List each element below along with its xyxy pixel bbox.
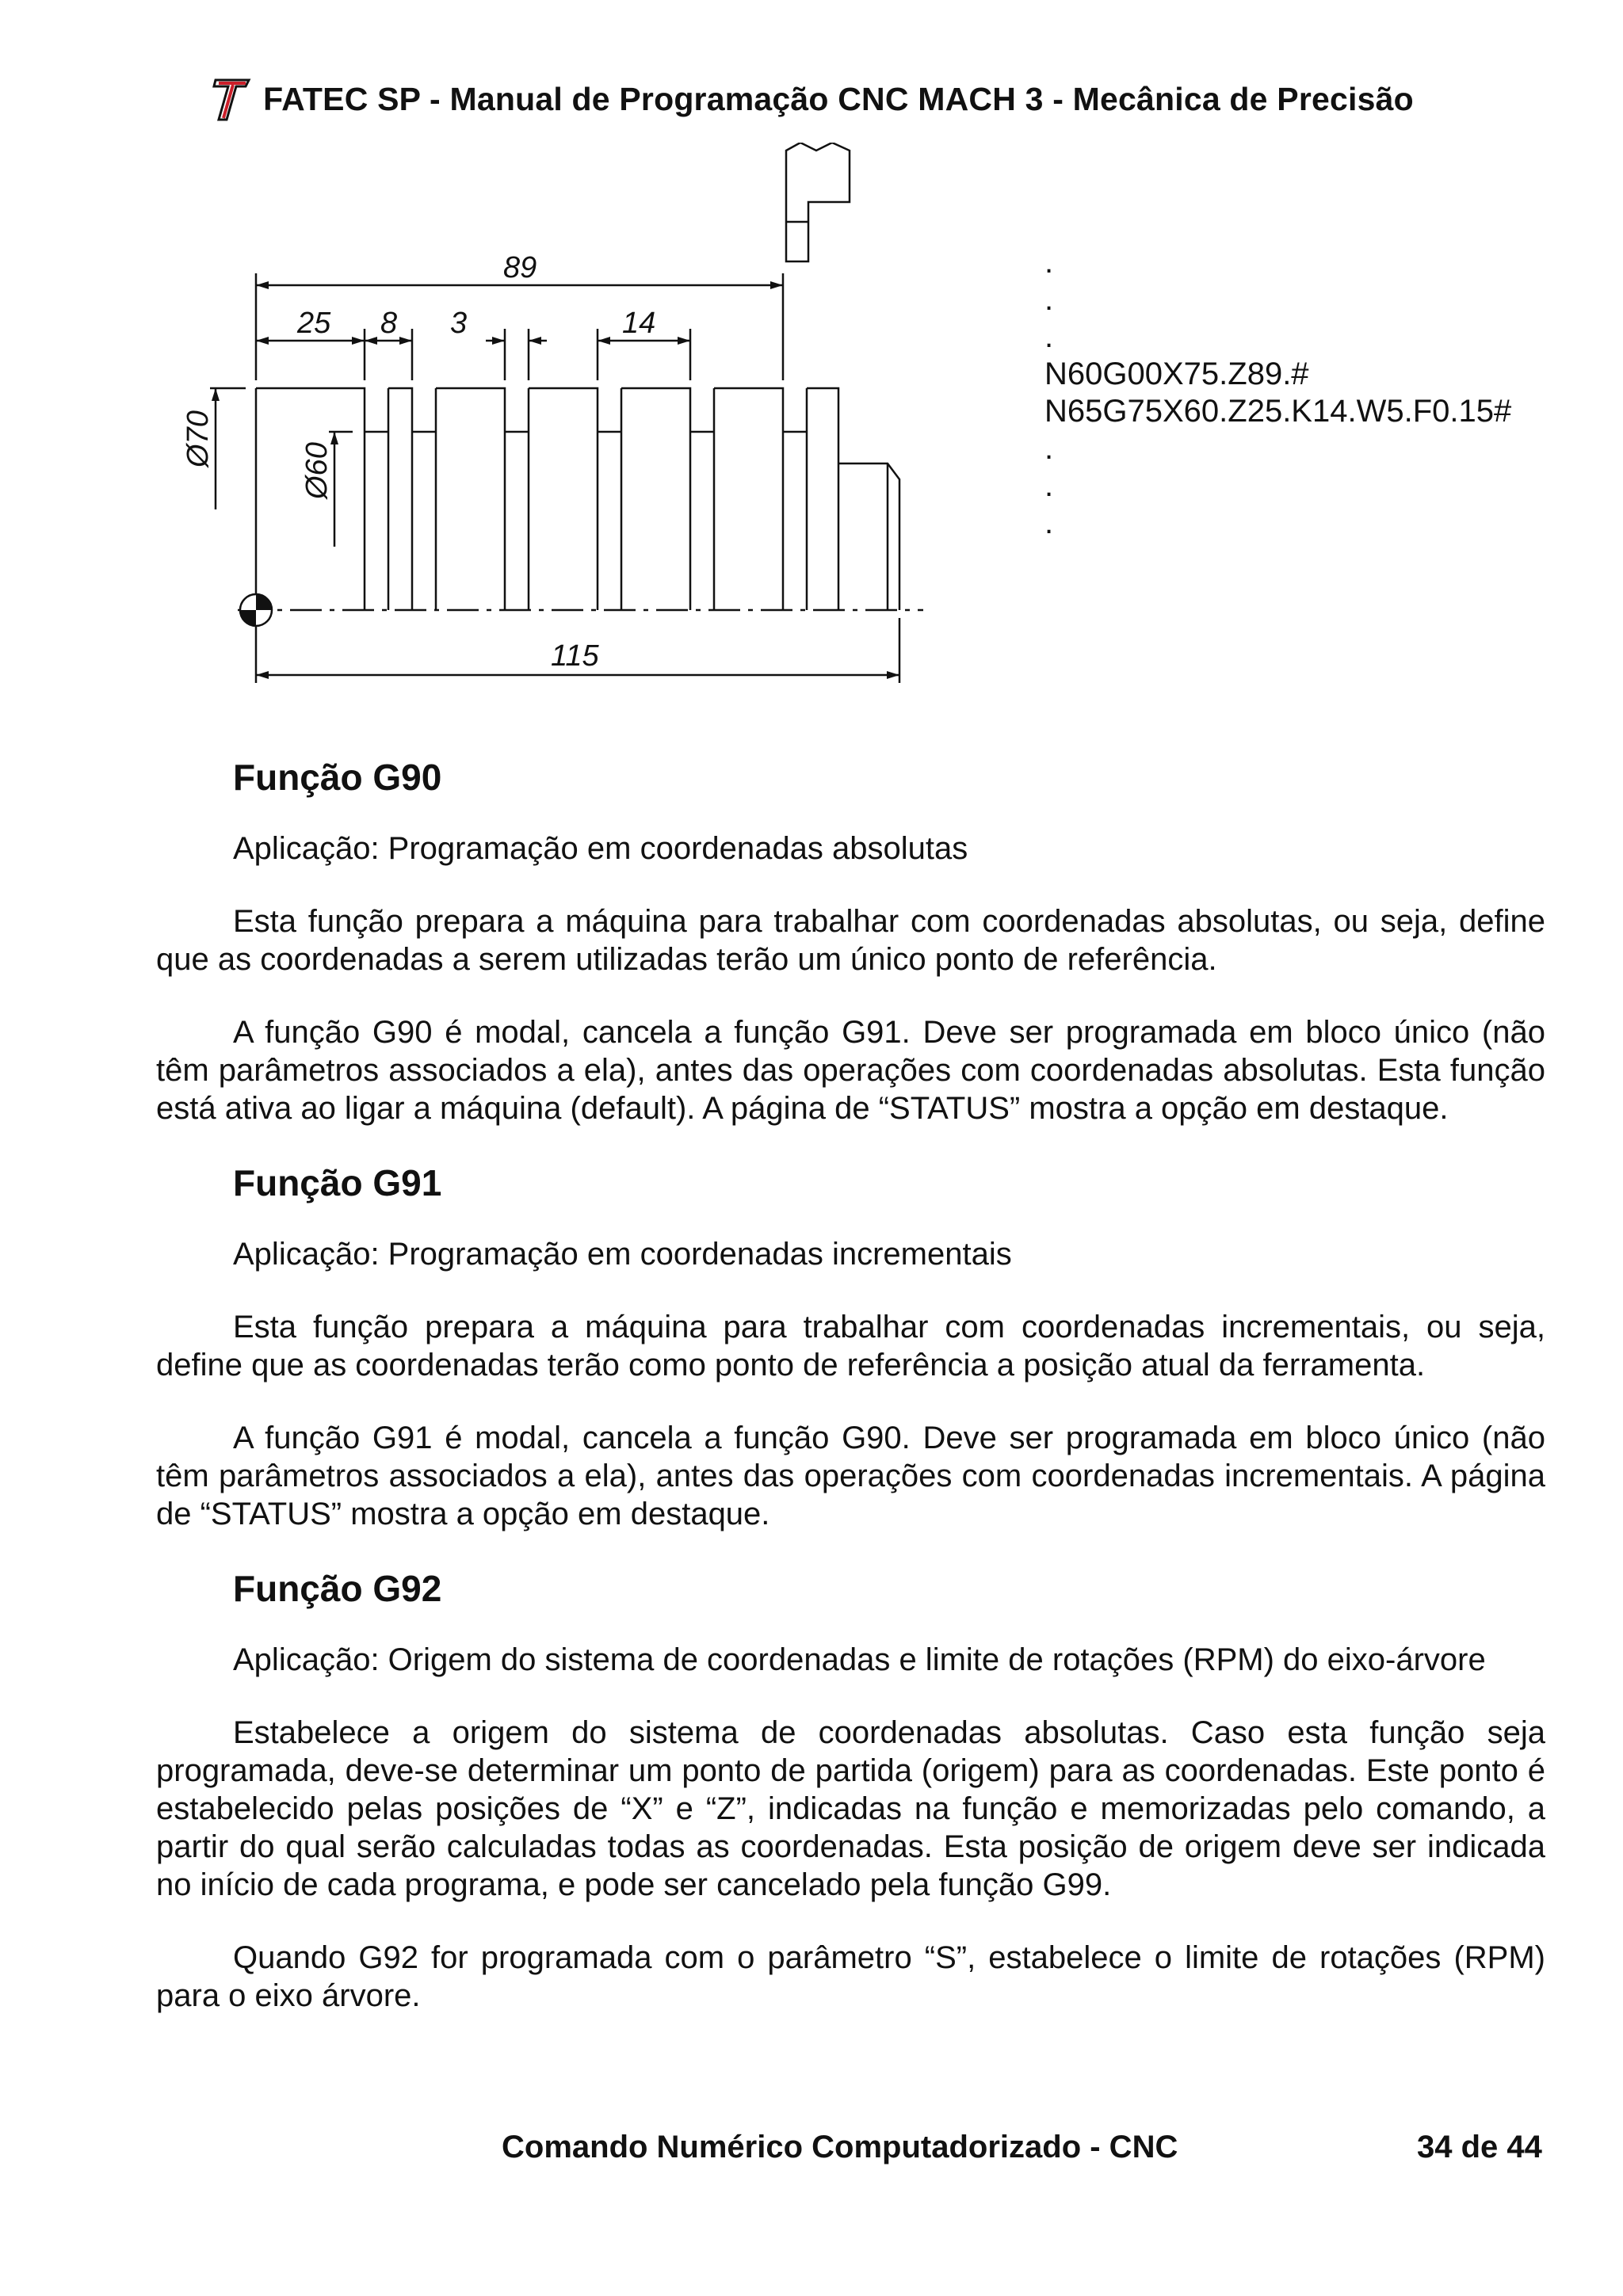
code-line: .	[1044, 468, 1054, 503]
header-title: FATEC SP - Manual de Programação CNC MACH 3 - Mecânica de Precisão	[263, 80, 1414, 117]
section-paragraph: Quando G92 for programada com o parâmetro “S”, estabelece o limite de rotações (RPM) para o eixo árvore.	[156, 1940, 1545, 2013]
dim-diam70-label: Ø70	[181, 410, 215, 467]
section-application: Aplicação: Programação em coordenadas incrementais	[233, 1237, 1012, 1272]
main-content	[156, 757, 1545, 2015]
cnc-code-listing	[1044, 244, 1568, 542]
code-line: N60G00X75.Z89.#	[1044, 357, 1309, 391]
code-line: .	[1044, 319, 1054, 354]
dim-14-label: 14	[622, 307, 656, 340]
page-footer	[0, 2130, 1623, 2177]
dim-89-label: 89	[503, 251, 537, 284]
dim-8-label: 8	[380, 307, 398, 340]
part-outline	[256, 388, 899, 610]
code-line: .	[1044, 505, 1054, 540]
code-line: .	[1044, 431, 1054, 466]
section-paragraph: A função G91 é modal, cancela a função G90. Deve ser programada em bloco único (não têm parâmetros associados a ela), antes das operações com coordenadas incrementais. A página de “STATUS” mostra a opção em destaque.	[156, 1421, 1545, 1531]
section-title-g90: Função G90	[233, 757, 442, 798]
section-title-g91: Função G91	[233, 1162, 442, 1203]
code-line: N65G75X60.Z25.K14.W5.F0.15#	[1044, 394, 1512, 429]
technical-drawing	[158, 143, 967, 689]
section-paragraph: Esta função prepara a máquina para trabalhar com coordenadas absolutas, ou seja, define que as coordenadas a serem utilizadas terão um único ponto de referência.	[156, 904, 1545, 977]
fatec-logo-icon	[209, 75, 254, 123]
code-line: .	[1044, 282, 1054, 317]
dim-115-label: 115	[551, 639, 599, 673]
dim-diam60-label: Ø60	[300, 442, 334, 499]
code-line: .	[1044, 245, 1054, 280]
section-application: Aplicação: Origem do sistema de coordenadas e limite de rotações (RPM) do eixo-árvore	[233, 1642, 1486, 1677]
cutting-tool	[786, 143, 850, 261]
origin-symbol	[240, 594, 272, 626]
section-paragraph: Esta função prepara a máquina para trabalhar com coordenadas incrementais, ou seja, define que as coordenadas terão como ponto de referência a posição atual da ferramenta.	[156, 1310, 1545, 1383]
page-number: 34 de 44	[1417, 2130, 1542, 2164]
dim-25-label: 25	[297, 307, 331, 340]
section-paragraph: Estabelece a origem do sistema de coordenadas absolutas. Caso esta função seja programada, deve-se determinar um ponto de partida (origem) para as coordenadas. Este ponto é estabelecido pelas posições de “X” e “Z”, indicadas na função e memorizadas pelo comando, a partir do qual serão calculadas todas as coordenadas. Esta posição de origem deve ser indicada no início de cada programa, e pode ser cancelado pela função G99.	[156, 1715, 1545, 1902]
footer-title: Comando Numérico Computadorizado - CNC	[502, 2130, 1178, 2164]
section-paragraph: A função G90 é modal, cancela a função G91. Deve ser programada em bloco único (não têm parâmetros associados a ela), antes das operações com coordenadas absolutas. Esta função está ativa ao ligar a máquina (default). A página de “STATUS” mostra a opção em destaque.	[156, 1015, 1545, 1126]
section-application: Aplicação: Programação em coordenadas absolutas	[233, 831, 968, 866]
section-title-g92: Função G92	[233, 1568, 442, 1609]
page-header	[0, 75, 1623, 123]
dim-3-label: 3	[450, 307, 468, 340]
